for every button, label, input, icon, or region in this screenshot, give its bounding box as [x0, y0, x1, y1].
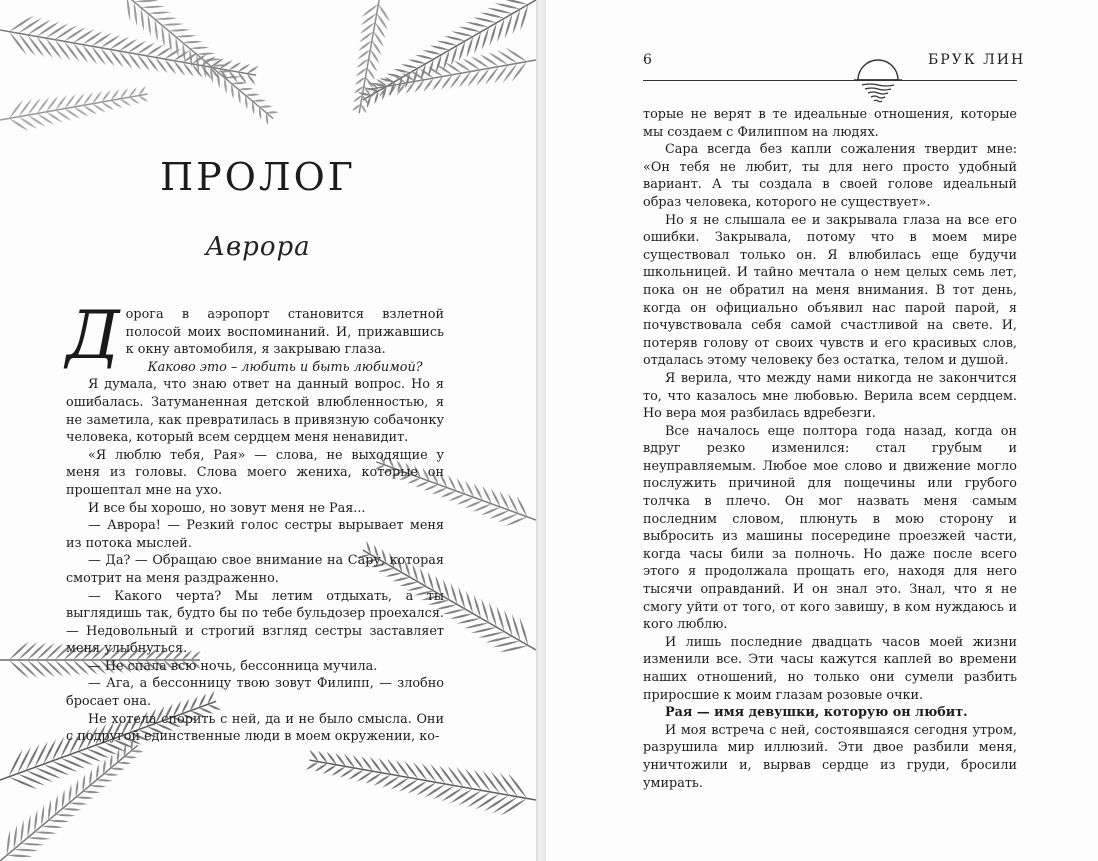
palm-leaflet [437, 41, 457, 46]
palm-leaflet [120, 99, 131, 106]
left-page-text [66, 297, 444, 746]
palm-leaflet [46, 38, 62, 60]
palm-leaflet [83, 791, 100, 793]
palm-leaflet [471, 627, 497, 633]
palm-leaflet [231, 82, 247, 84]
palm-leaflet [27, 815, 30, 838]
palm-leaflet [162, 25, 165, 47]
palm-leaflet [138, 96, 148, 102]
palm-leaflet [245, 94, 259, 96]
palm-leaflet [501, 798, 527, 815]
palm-leaflet [394, 69, 410, 73]
palm-leaflet [450, 789, 473, 804]
drop-cap: Д [66, 297, 120, 374]
palm-leaflet [9, 118, 28, 131]
palm-leaflet [37, 36, 54, 58]
palm-leaflet [448, 766, 464, 787]
palm-leaflet [18, 660, 37, 678]
palm-leaflet [9, 16, 34, 32]
palm-leaflet [18, 18, 42, 34]
palm-leaflet [252, 100, 266, 102]
paragraph: Не хотела спорить с ней, да и не было смысла. Они с подругой единственные люди в моем окружении, ко- [66, 711, 444, 745]
palm-leaflet [457, 618, 481, 624]
page-number: 6 [643, 52, 652, 68]
palm-leaflet [416, 782, 436, 795]
palm-leaflet [457, 497, 474, 504]
palm-leaflet [48, 800, 51, 821]
palm-leaflet [422, 50, 441, 54]
palm-leaflet [499, 772, 517, 796]
palm-leaflet [27, 660, 46, 678]
header-rule [643, 80, 1017, 81]
palm-leaflet [451, 31, 473, 36]
palm-leaflet [101, 35, 121, 48]
palm-leaflet [238, 64, 250, 72]
palm-leaflet [487, 8, 512, 14]
palm-leaflet [110, 768, 125, 770]
palm-leaflet [433, 786, 455, 800]
palm-leaflet [430, 45, 450, 50]
paragraph: «Я люблю тебя, Рая» — слова, не выходящие у меня из головы. Слова моего жениха, которые он прошептал мне на ухо. [66, 447, 444, 498]
palm-leaflet [259, 105, 272, 107]
palm-leaflet [27, 19, 51, 34]
palm-leaflet [111, 100, 123, 108]
palm-leaflet [408, 60, 426, 64]
palm-leaflet [141, 8, 144, 32]
palm-leaflet [90, 785, 107, 787]
paragraph: — Да? — Обращаю свое внимание на Сару, которая смотрит на меня раздраженно. [66, 553, 444, 586]
palm-leaflet [134, 0, 159, 2]
palm-leaflet [506, 48, 527, 62]
book-gutter [536, 0, 546, 861]
palm-leaflet [73, 29, 94, 43]
palm-leaflet [424, 784, 445, 798]
palm-leaflet [189, 48, 192, 67]
palm-leaflet [458, 27, 481, 32]
palm-leaflet [492, 641, 520, 647]
palm-leaflet [401, 64, 418, 68]
palm-leaflet [55, 25, 77, 39]
paragraph: — Аврора! — Резкий голос сестры вырывает меня из потока мыслей. [66, 518, 444, 551]
palm-leaflet [28, 837, 51, 839]
palm-stem [309, 760, 536, 800]
palm-leaflet [475, 794, 499, 810]
palm-leaflet [247, 66, 259, 74]
paragraph: И моя встреча с ней, состоявшаяся сегодня утром, разрушила мир иллюзий. Эти двое разбили меня, уничтожили и, вырвав сердце из груди, бросили умирать. [643, 722, 1017, 791]
palm-leaflet [36, 643, 54, 660]
right-page [546, 0, 1098, 861]
paragraph: — Какого черта? Мы летим отдыхать, а ты выглядишь так, будто бы по тебе бульдозер проехался. — Недовольный и строгий взгляд сестры заставляет меня улыбнуться. [66, 588, 444, 657]
palm-leaflet [183, 41, 203, 43]
palm-leaflet [55, 814, 75, 816]
paragraph: Я думала, что знаю ответ на данный вопрос. Но я ошибалась. Затуманенная детской влюбленностью, я не заметила, как превратилась в привязную собачонку человека, который всем сердцем меня ненавидит. [66, 377, 444, 446]
palm-leaflet [64, 41, 80, 62]
palm-leaflet [502, 0, 529, 5]
palm-leaflet [45, 643, 63, 660]
palm-leaflet [500, 645, 529, 652]
palm-leaflet [492, 797, 518, 814]
palm-leaflet [169, 29, 190, 31]
palm-leaflet [408, 781, 428, 794]
palm-leaflet [266, 111, 278, 113]
palm-leaflet [134, 2, 137, 27]
palm-leaflet [27, 642, 46, 660]
palm-leaflet [466, 22, 489, 27]
palm-leaflet [190, 47, 209, 49]
palm-leaflet [27, 35, 44, 58]
paragraph: торые не верят в те идеальные отношения, которые мы создаем с Филиппом на людях. [643, 107, 1017, 140]
palm-leaflet [18, 642, 37, 660]
palm-leaflet [48, 820, 69, 822]
palm-leaflet [176, 37, 179, 58]
palm-leaflet [21, 820, 24, 844]
palm-leaflet [182, 43, 185, 63]
palm-leaflet [464, 623, 489, 629]
palm-leaflet [9, 641, 29, 660]
paragraph: — Не спала всю ночь, бессонница мучила. [88, 658, 378, 674]
palm-leaflet [45, 660, 63, 677]
palm-leaflet [485, 636, 512, 642]
palm-leaflet [37, 21, 60, 36]
palm-leaflet [224, 76, 240, 78]
palm-leaflet [323, 765, 337, 774]
palm-leaflet [467, 792, 491, 807]
palm-leaflet [155, 17, 178, 19]
palm-leaflet [127, 0, 130, 21]
right-page-text [643, 106, 1017, 792]
palm-leaflet [456, 767, 472, 789]
palm-leaflet [46, 23, 69, 38]
palm-leaflet [83, 105, 97, 114]
palm-leaflet [474, 769, 491, 792]
palm-leaflet [442, 609, 465, 614]
palm-leaflet [306, 762, 319, 770]
palm-leaflet [482, 770, 500, 793]
palm-leaflet [366, 77, 373, 88]
sunset-icon [852, 58, 904, 106]
palm-leaflet [14, 825, 17, 849]
palm-leaflet [155, 19, 158, 42]
palm-leaflet [197, 53, 216, 55]
palm-leaflet [148, 13, 151, 36]
palm-leaflet [103, 773, 118, 775]
palm-leaflet [481, 507, 500, 515]
palm-leaflet [34, 810, 37, 832]
paragraph: И лишь последние двадцать часов моей жизни изменили все. Эти часы кажутся каплей во времени наших отношений, но только они сумели разбить приросшие к моим глазам розовые очки. [643, 634, 1017, 703]
palm-leaflet [62, 790, 65, 809]
palm-leaflet [473, 504, 492, 512]
first-paragraph: Дорога в аэропорт становится взлетной полосой моих воспоминаний. И, прижавшись к окну автомобиля, я закрываю глаза. [66, 297, 444, 374]
palm-leaflet [26, 771, 54, 783]
palm-leaflet [7, 830, 10, 855]
palm-leaflet [41, 826, 63, 828]
palm-leaflet [473, 17, 497, 22]
palm-leaflet [14, 849, 39, 851]
palm-leaflet [41, 805, 44, 827]
palm-leaflet [18, 33, 35, 56]
palm-leaflet [91, 33, 111, 46]
palm-leaflet [484, 795, 509, 811]
palm-leaflet [148, 12, 171, 14]
left-page [0, 0, 536, 861]
palm-leaflet [367, 68, 375, 80]
paragraph: Все началось еще полтора года назад, когда он вдруг резко изменился: стал грубым и неуправляемым. Любое мое слово и движение могло послужить причиной для пощечины или грубого толчка в плечо. Он мог назвать меня самым последним словом, плюнуть в мою сторону и выбросить из машины посередине проезжей части, когда часы били за полночь. Но даже после всего этого я продолжала прощать его, находя для него тысячи оправданий. И он знал это. Знал, что я не смогу уйти от того, от кого завишу, в ком нуждаюсь и кого люблю. [643, 423, 1017, 633]
palm-leaflet [494, 3, 520, 9]
paragraph: Каково это – любить и быть любимой? [147, 359, 423, 375]
palm-leaflet [62, 808, 82, 810]
palm-leaflet [9, 32, 27, 55]
palm-leaflet [117, 762, 131, 764]
palm-leaflet [314, 763, 327, 772]
palm-leaflet [444, 36, 465, 41]
palm-leaflet [92, 104, 105, 113]
paragraph: Я верила, что между нами никогда не закончится то, что казалось мне любовью. Верила всем сердцем. Но вера моя разбилась вдребезги. [643, 370, 1017, 422]
palm-leaflet [217, 70, 234, 72]
palm-leaflet [131, 750, 143, 752]
paragraph: Но я не слышала ее и закрывала глаза на все его ошибки. Закрывала, потому что в моем мире существовал только он. Я влюбилась еще будучи школьницей. И тайно мечтала о нем целых семь лет, пока он не обратил на меня внимания. В тот день, когда он официально объявил нас парой парой, я почувствовала себя самой счастливой на свете. И, потеряв голову от своих чувств и его красивых слов, отдалась этому человеку без остатка, телом и душой. [643, 212, 1017, 369]
palm-leaflet [55, 795, 58, 815]
palm-leaflet [69, 802, 88, 804]
palm-leaflet [129, 97, 139, 104]
palm-leaflet [450, 614, 473, 619]
palm-leaflet [176, 35, 197, 37]
palm-leaflet [82, 31, 103, 44]
running-head-author: БРУК ЛИН [928, 52, 1026, 68]
palm-leaflet [497, 50, 517, 63]
paragraph: Рая — имя девушки, которую он любит. [665, 705, 968, 721]
palm-leaflet [55, 40, 71, 61]
palm-leaflet [415, 55, 433, 59]
palm-leaflet [488, 52, 508, 65]
palm-leaflet [491, 771, 509, 795]
palm-leaflet [141, 6, 165, 8]
paragraph: И все бы хорошо, но зовут меня не Рая... [88, 500, 366, 516]
palm-leaflet [76, 797, 94, 799]
prologue-title: ПРОЛОГ [160, 155, 356, 199]
palm-leaflet [21, 843, 45, 845]
palm-leaflet [69, 784, 72, 803]
palm-leaflet [478, 632, 504, 638]
chapter-name: Аврора [205, 232, 311, 262]
palm-leaflet [399, 779, 418, 791]
palm-leaflet [9, 660, 29, 679]
palm-leaflet [238, 88, 253, 90]
palm-leaflet [7, 855, 32, 857]
palm-leaflet [448, 494, 465, 501]
paragraph: Сара всегда без капли сожаления твердит мне: «Он тебя не любит, ты для него просто удобный вариант. А ты создала в своей голове идеальный образ человека, которого не существует». [643, 142, 1017, 210]
palm-leaflet [162, 23, 184, 25]
palm-leaflet [124, 756, 137, 758]
palm-leaflet [36, 660, 54, 677]
palm-leaflet [370, 50, 379, 64]
palm-leaflet [369, 59, 377, 72]
palm-leaflet [229, 62, 242, 70]
palm-leaflet [9, 777, 38, 789]
palm-leaflet [465, 768, 482, 790]
palm-leaflet [465, 501, 483, 509]
palm-leaflet [361, 104, 367, 113]
paragraph: — Ага, а бессонницу твою зовут Филипп, — злобно бросает она. [66, 676, 444, 710]
palm-leaflet [441, 787, 463, 801]
palm-leaflet [480, 13, 505, 19]
palm-leaflet [458, 790, 481, 805]
palm-leaflet [17, 774, 45, 786]
palm-leaflet [97, 779, 113, 781]
palm-leaflet [34, 831, 56, 833]
palm-leaflet [102, 102, 115, 110]
palm-leaflet [64, 27, 86, 41]
